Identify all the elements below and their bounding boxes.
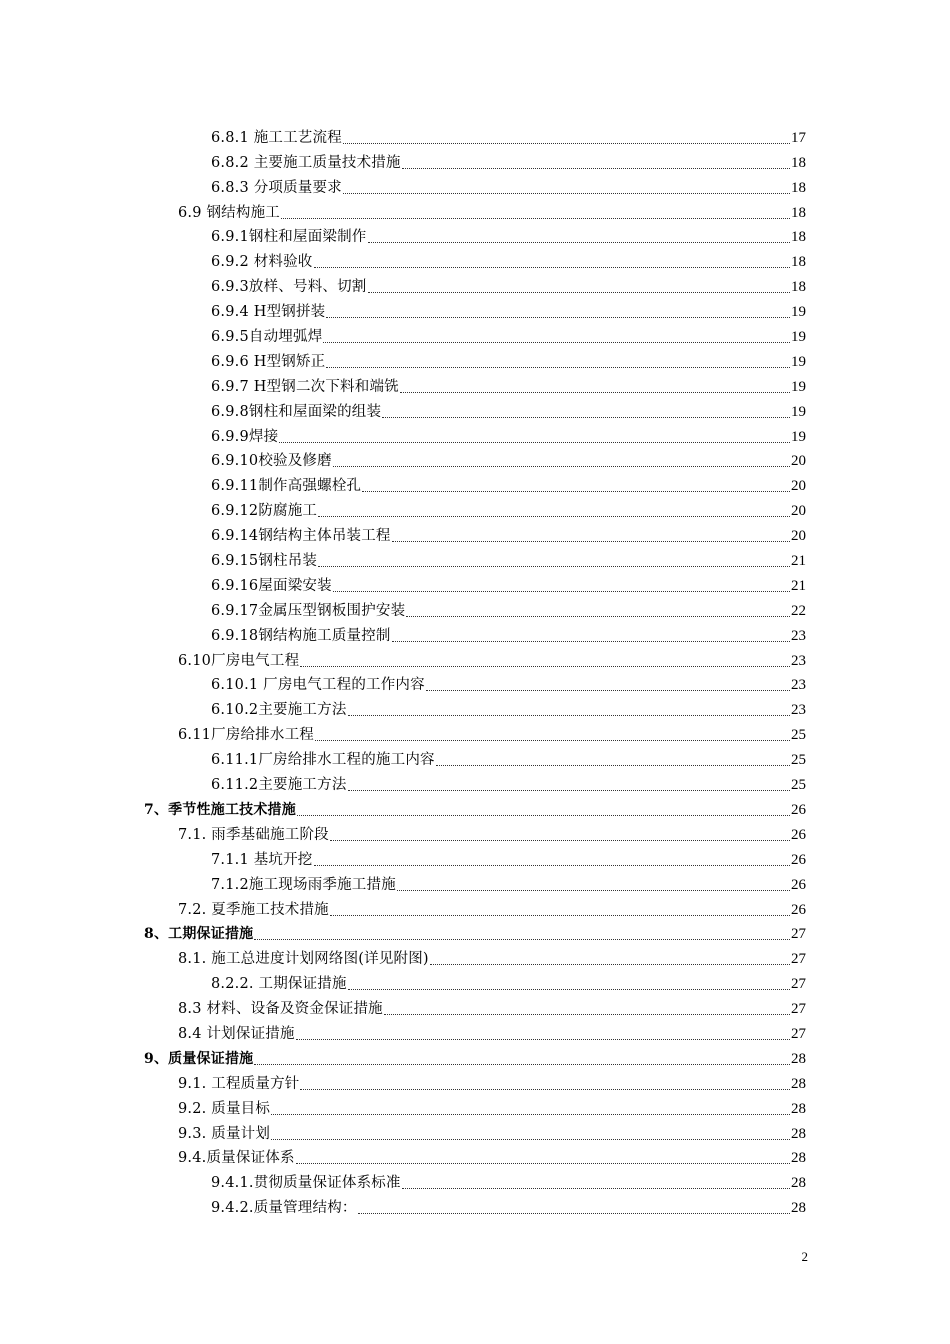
- dot-leader: [296, 1039, 790, 1040]
- toc-entry-title: 8.4 计划保证措施: [178, 1025, 295, 1042]
- toc-entry-title: 6.10.1 厂房电气工程的工作内容: [211, 677, 425, 694]
- dot-leader: [318, 516, 790, 517]
- dot-leader: [254, 939, 790, 940]
- toc-entry-page-number: 28: [791, 1175, 806, 1192]
- toc-entry-title: 8.2.2. 工期保证措施: [211, 976, 347, 993]
- toc-entry-title: 6.9.8钢柱和屋面梁的组装: [211, 403, 382, 420]
- toc-entry[interactable]: [0, 770, 950, 795]
- toc-entry-title: 6.10厂房电气工程: [178, 652, 300, 669]
- dot-leader: [326, 367, 790, 368]
- toc-entry-page-number: 18: [791, 229, 806, 246]
- toc-entry[interactable]: [0, 820, 950, 845]
- toc-entry-page-number: 25: [791, 752, 806, 769]
- toc-entry[interactable]: [0, 621, 950, 646]
- toc-entry[interactable]: [0, 173, 950, 198]
- toc-entry-title: 7.1.1 基坑开挖: [211, 851, 313, 868]
- toc-entry[interactable]: [0, 944, 950, 969]
- toc-entry[interactable]: [0, 123, 950, 148]
- dot-leader: [333, 466, 790, 467]
- toc-entry-title: 9.4.质量保证体系: [178, 1150, 295, 1167]
- dot-leader: [382, 417, 790, 418]
- toc-entry[interactable]: [0, 198, 950, 223]
- toc-entry-title: 8.3 材料、设备及资金保证措施: [178, 1001, 383, 1018]
- toc-entry-title: 6.9.9焊接: [211, 428, 279, 445]
- toc-entry-title: 6.9.14钢结构主体吊装工程: [211, 528, 391, 545]
- dot-leader: [397, 890, 790, 891]
- toc-entry-title: 6.11.2主要施工方法: [211, 777, 347, 794]
- toc-entry-title: 6.9.7 H型钢二次下料和端铣: [211, 378, 399, 395]
- dot-leader: [368, 292, 791, 293]
- dot-leader: [392, 641, 790, 642]
- toc-entry[interactable]: [0, 247, 950, 272]
- toc-entry-page-number: 19: [791, 378, 806, 395]
- toc-entry[interactable]: [0, 596, 950, 621]
- toc-entry[interactable]: [0, 695, 950, 720]
- toc-entry-title: 6.9 钢结构施工: [178, 204, 280, 221]
- dot-leader: [348, 989, 790, 990]
- dot-leader: [296, 1163, 790, 1164]
- dot-leader: [254, 1064, 790, 1065]
- dot-leader: [348, 715, 790, 716]
- toc-entry-page-number: 23: [791, 677, 806, 694]
- toc-entry[interactable]: [0, 1119, 950, 1144]
- toc-entry[interactable]: [0, 422, 950, 447]
- dot-leader: [281, 218, 790, 219]
- toc-entry-title: 8、工期保证措施: [144, 926, 254, 943]
- toc-entry-page-number: 26: [791, 876, 806, 893]
- toc-entry-title: 6.10.2主要施工方法: [211, 702, 347, 719]
- dot-leader: [314, 267, 790, 268]
- toc-entry-title: 9.4.1.贯彻质量保证体系标准: [211, 1175, 401, 1192]
- toc-entry-title: 6.9.1钢柱和屋面梁制作: [211, 229, 367, 246]
- toc-entry[interactable]: [0, 646, 950, 671]
- toc-entry-page-number: 25: [791, 777, 806, 794]
- toc-entry-page-number: 19: [791, 428, 806, 445]
- toc-entry-page-number: 27: [791, 926, 806, 943]
- toc-entry-title: 6.9.10校验及修磨: [211, 453, 332, 470]
- toc-entry-page-number: 18: [791, 254, 806, 271]
- toc-entry-title: 6.9.4 H型钢拼装: [211, 304, 326, 321]
- toc-entry[interactable]: [0, 969, 950, 994]
- toc-entry-page-number: 18: [791, 279, 806, 296]
- toc-entry[interactable]: [0, 521, 950, 546]
- toc-entry[interactable]: [0, 347, 950, 372]
- toc-entry-page-number: 19: [791, 403, 806, 420]
- toc-entry-page-number: 23: [791, 627, 806, 644]
- toc-entry-page-number: 20: [791, 453, 806, 470]
- dot-leader: [362, 491, 790, 492]
- dot-leader: [271, 1114, 790, 1115]
- toc-entry[interactable]: [0, 720, 950, 745]
- toc-entry-page-number: 28: [791, 1125, 806, 1142]
- dot-leader: [406, 616, 790, 617]
- toc-entry-page-number: 27: [791, 976, 806, 993]
- toc-entry-title: 8.1. 施工总进度计划网络图(详见附图): [178, 951, 429, 968]
- dot-leader: [300, 1089, 790, 1090]
- dot-leader: [343, 193, 790, 194]
- table-of-contents: [0, 123, 950, 1218]
- toc-entry-page-number: 23: [791, 702, 806, 719]
- dot-leader: [333, 591, 790, 592]
- toc-entry-page-number: 27: [791, 1025, 806, 1042]
- toc-entry[interactable]: [0, 471, 950, 496]
- toc-entry[interactable]: [0, 1168, 950, 1193]
- toc-entry-page-number: 26: [791, 901, 806, 918]
- toc-entry-title: 6.8.1 施工工艺流程: [211, 129, 342, 146]
- toc-entry[interactable]: [0, 571, 950, 596]
- dot-leader: [392, 541, 790, 542]
- toc-entry-title: 6.11厂房给排水工程: [178, 727, 314, 744]
- toc-entry-title: 6.9.17金属压型钢板围护安装: [211, 602, 406, 619]
- toc-entry-title: 9、质量保证措施: [144, 1050, 254, 1067]
- toc-entry-page-number: 18: [791, 154, 806, 171]
- toc-entry[interactable]: [0, 895, 950, 920]
- toc-entry-page-number: 28: [791, 1075, 806, 1092]
- toc-entry[interactable]: [0, 994, 950, 1019]
- toc-entry-title: 6.9.11制作高强螺栓孔: [211, 478, 362, 495]
- toc-entry[interactable]: [0, 372, 950, 397]
- toc-entry[interactable]: [0, 546, 950, 571]
- toc-entry-page-number: 20: [791, 528, 806, 545]
- toc-entry-title: 7.1. 雨季基础施工阶段: [178, 826, 329, 843]
- dot-leader: [368, 242, 791, 243]
- dot-leader: [323, 342, 790, 343]
- toc-entry-title: 6.9.6 H型钢矫正: [211, 353, 326, 370]
- toc-entry[interactable]: [0, 845, 950, 870]
- toc-entry[interactable]: [0, 397, 950, 422]
- dot-leader: [318, 566, 790, 567]
- toc-entry-title: 6.9.12防腐施工: [211, 503, 318, 520]
- toc-entry[interactable]: [0, 1019, 950, 1044]
- toc-entry-title: 7.1.2施工现场雨季施工措施: [211, 876, 396, 893]
- toc-entry-page-number: 26: [791, 851, 806, 868]
- toc-entry-page-number: 18: [791, 204, 806, 221]
- dot-leader: [315, 740, 790, 741]
- toc-entry-title: 6.9.3放样、号料、切割: [211, 279, 367, 296]
- toc-entry-page-number: 19: [791, 304, 806, 321]
- dot-leader: [279, 442, 790, 443]
- toc-entry[interactable]: [0, 920, 950, 945]
- dot-leader: [426, 690, 790, 691]
- dot-leader: [358, 1213, 790, 1214]
- dot-leader: [402, 168, 790, 169]
- toc-entry[interactable]: [0, 671, 950, 696]
- toc-entry-page-number: 20: [791, 478, 806, 495]
- dot-leader: [326, 317, 790, 318]
- dot-leader: [330, 915, 790, 916]
- toc-entry-page-number: 26: [791, 801, 806, 818]
- toc-entry-page-number: 19: [791, 329, 806, 346]
- toc-entry-page-number: 28: [791, 1150, 806, 1167]
- toc-entry[interactable]: [0, 297, 950, 322]
- toc-entry[interactable]: [0, 1094, 950, 1119]
- toc-entry[interactable]: [0, 870, 950, 895]
- toc-entry-title: 6.8.3 分项质量要求: [211, 179, 342, 196]
- toc-entry[interactable]: [0, 496, 950, 521]
- dot-leader: [400, 392, 790, 393]
- toc-entry-title: 6.11.1厂房给排水工程的施工内容: [211, 752, 435, 769]
- toc-entry-title: 9.4.2.质量管理结构：: [211, 1200, 357, 1217]
- toc-entry-title: 6.9.16屋面梁安装: [211, 577, 332, 594]
- toc-entry-page-number: 23: [791, 652, 806, 669]
- toc-entry-page-number: 26: [791, 826, 806, 843]
- dot-leader: [297, 815, 790, 816]
- toc-entry-title: 9.1. 工程质量方针: [178, 1075, 300, 1092]
- page-number: 2: [801, 1249, 808, 1264]
- toc-entry-title: 6.9.15钢柱吊装: [211, 553, 318, 570]
- toc-entry-page-number: 21: [791, 577, 806, 594]
- toc-entry-title: 9.3. 质量计划: [178, 1125, 271, 1142]
- dot-leader: [271, 1139, 790, 1140]
- toc-entry[interactable]: [0, 1193, 950, 1218]
- toc-entry-title: 6.8.2 主要施工质量技术措施: [211, 154, 401, 171]
- toc-entry-page-number: 20: [791, 503, 806, 520]
- toc-entry-page-number: 25: [791, 727, 806, 744]
- toc-entry-page-number: 27: [791, 1001, 806, 1018]
- toc-entry[interactable]: [0, 447, 950, 472]
- toc-entry[interactable]: [0, 795, 950, 820]
- toc-entry-title: 6.9.2 材料验收: [211, 254, 313, 271]
- dot-leader: [348, 790, 790, 791]
- dot-leader: [430, 964, 790, 965]
- toc-entry-page-number: 28: [791, 1200, 806, 1217]
- dot-leader: [330, 840, 790, 841]
- toc-entry-page-number: 28: [791, 1100, 806, 1117]
- toc-entry[interactable]: [0, 148, 950, 173]
- toc-entry-page-number: 28: [791, 1050, 806, 1067]
- dot-leader: [402, 1188, 790, 1189]
- toc-entry[interactable]: [0, 1069, 950, 1094]
- dot-leader: [343, 143, 790, 144]
- toc-entry-page-number: 27: [791, 951, 806, 968]
- dot-leader: [384, 1014, 790, 1015]
- toc-entry-title: 9.2. 质量目标: [178, 1100, 271, 1117]
- toc-entry[interactable]: [0, 1044, 950, 1069]
- toc-entry[interactable]: [0, 322, 950, 347]
- toc-entry-page-number: 17: [791, 129, 806, 146]
- toc-entry[interactable]: [0, 745, 950, 770]
- toc-entry-title: 7.2. 夏季施工技术措施: [178, 901, 329, 918]
- toc-entry[interactable]: [0, 272, 950, 297]
- toc-entry-page-number: 18: [791, 179, 806, 196]
- toc-entry-page-number: 22: [791, 602, 806, 619]
- dot-leader: [436, 765, 790, 766]
- toc-entry-page-number: 21: [791, 553, 806, 570]
- toc-entry-page-number: 19: [791, 353, 806, 370]
- toc-entry[interactable]: [0, 1144, 950, 1169]
- dot-leader: [300, 666, 790, 667]
- toc-entry-title: 6.9.5自动埋弧焊: [211, 329, 323, 346]
- toc-entry-title: 7、季节性施工技术措施: [144, 801, 296, 818]
- toc-entry[interactable]: [0, 223, 950, 248]
- toc-entry-title: 6.9.18钢结构施工质量控制: [211, 627, 391, 644]
- dot-leader: [314, 865, 790, 866]
